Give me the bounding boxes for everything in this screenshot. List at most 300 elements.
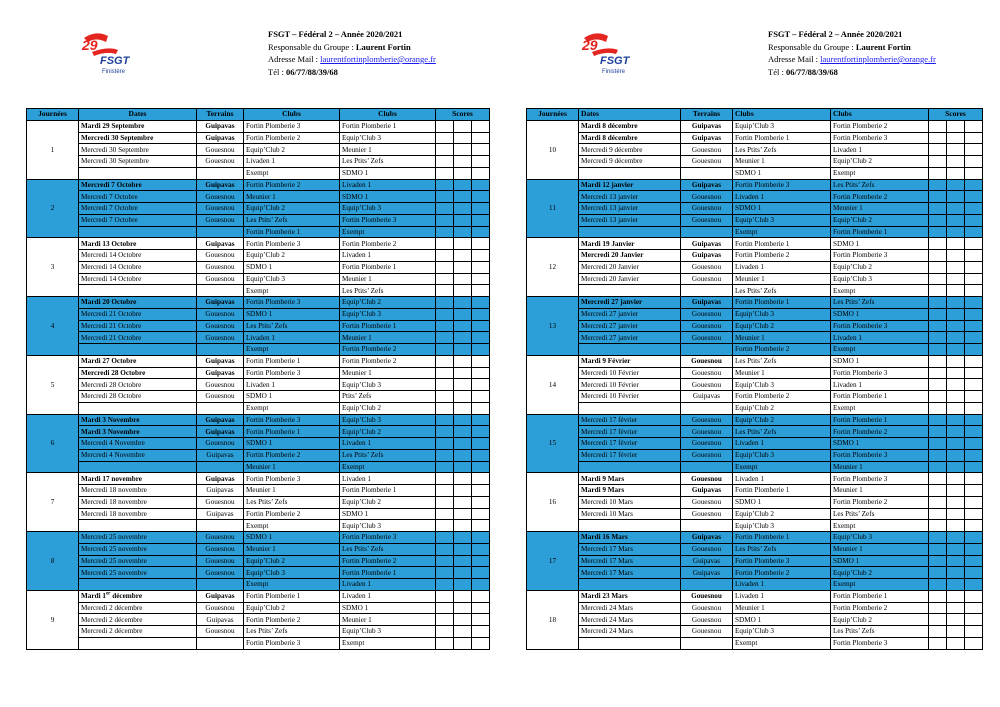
match-date: Mercredi 13 janvier [579, 203, 681, 215]
away-club: Equip’Club 3 [340, 379, 436, 391]
score-cell[interactable] [929, 520, 947, 532]
score-cell[interactable] [472, 355, 490, 367]
score-cell[interactable] [929, 156, 947, 168]
score-cell[interactable] [929, 308, 947, 320]
score-cell[interactable] [472, 308, 490, 320]
score-cell[interactable] [472, 285, 490, 297]
score-cell[interactable] [965, 567, 983, 579]
score-cell[interactable] [965, 590, 983, 602]
score-cell[interactable] [947, 508, 965, 520]
score-cell[interactable] [947, 297, 965, 309]
match-terrain: Gouesnou [681, 273, 733, 285]
score-cell[interactable] [947, 485, 965, 497]
score-cell[interactable] [965, 167, 983, 179]
score-cell[interactable] [454, 308, 472, 320]
score-cell[interactable] [929, 191, 947, 203]
score-cell[interactable] [436, 308, 454, 320]
score-cell[interactable] [454, 226, 472, 238]
score-cell[interactable] [436, 355, 454, 367]
score-cell[interactable] [454, 438, 472, 450]
score-cell[interactable] [472, 532, 490, 544]
score-cell[interactable] [947, 144, 965, 156]
score-cell[interactable] [929, 144, 947, 156]
score-cell[interactable] [947, 414, 965, 426]
score-cell[interactable] [436, 344, 454, 356]
score-cell[interactable] [436, 285, 454, 297]
score-cell[interactable] [454, 637, 472, 649]
score-cell[interactable] [472, 473, 490, 485]
score-cell[interactable] [454, 273, 472, 285]
score-cell[interactable] [965, 496, 983, 508]
mail-link[interactable]: laurentfortinplomberie@orange.fr [320, 54, 436, 64]
score-cell[interactable] [436, 156, 454, 168]
score-cell[interactable] [965, 214, 983, 226]
score-cell[interactable] [965, 602, 983, 614]
score-cell[interactable] [929, 637, 947, 649]
score-cell[interactable] [472, 167, 490, 179]
score-cell[interactable] [965, 449, 983, 461]
score-cell[interactable] [947, 426, 965, 438]
score-cell[interactable] [454, 590, 472, 602]
score-cell[interactable] [436, 532, 454, 544]
score-cell[interactable] [472, 238, 490, 250]
score-cell[interactable] [929, 579, 947, 591]
score-cell[interactable] [436, 579, 454, 591]
score-cell[interactable] [965, 579, 983, 591]
score-cell[interactable] [947, 238, 965, 250]
home-club: SDMO 1 [733, 203, 831, 215]
score-cell[interactable] [472, 496, 490, 508]
away-club: Fortin Plomberie 2 [831, 191, 929, 203]
score-cell[interactable] [436, 508, 454, 520]
mail-link[interactable]: laurentfortinplomberie@orange.fr [820, 54, 936, 64]
score-cell[interactable] [929, 238, 947, 250]
score-cell[interactable] [436, 367, 454, 379]
score-cell[interactable] [929, 250, 947, 262]
score-cell[interactable] [472, 579, 490, 591]
score-cell[interactable] [965, 285, 983, 297]
score-cell[interactable] [965, 120, 983, 132]
score-cell[interactable] [472, 332, 490, 344]
score-cell[interactable] [929, 532, 947, 544]
score-cell[interactable] [929, 285, 947, 297]
score-cell[interactable] [947, 449, 965, 461]
score-cell[interactable] [454, 532, 472, 544]
score-cell[interactable] [454, 167, 472, 179]
score-cell[interactable] [436, 567, 454, 579]
score-cell[interactable] [965, 614, 983, 626]
score-cell[interactable] [965, 532, 983, 544]
match-date [79, 402, 197, 414]
score-cell[interactable] [472, 626, 490, 638]
score-cell[interactable] [436, 203, 454, 215]
score-cell[interactable] [436, 602, 454, 614]
score-cell[interactable] [947, 567, 965, 579]
score-cell[interactable] [454, 297, 472, 309]
table-row [527, 120, 983, 132]
score-cell[interactable] [436, 332, 454, 344]
score-cell[interactable] [472, 402, 490, 414]
score-cell[interactable] [929, 567, 947, 579]
score-cell[interactable] [929, 273, 947, 285]
score-cell[interactable] [436, 438, 454, 450]
score-cell[interactable] [454, 261, 472, 273]
score-cell[interactable] [965, 485, 983, 497]
score-cell[interactable] [947, 626, 965, 638]
score-cell[interactable] [965, 637, 983, 649]
score-cell[interactable] [947, 332, 965, 344]
table-row [527, 297, 983, 309]
score-cell[interactable] [454, 344, 472, 356]
score-cell[interactable] [454, 144, 472, 156]
score-cell[interactable] [947, 543, 965, 555]
score-cell[interactable] [929, 320, 947, 332]
score-cell[interactable] [472, 191, 490, 203]
score-cell[interactable] [472, 414, 490, 426]
score-cell[interactable] [472, 614, 490, 626]
score-cell[interactable] [472, 273, 490, 285]
score-cell[interactable] [929, 426, 947, 438]
score-cell[interactable] [965, 367, 983, 379]
score-cell[interactable] [947, 355, 965, 367]
score-cell[interactable] [965, 132, 983, 144]
score-cell[interactable] [436, 414, 454, 426]
score-cell[interactable] [929, 332, 947, 344]
score-cell[interactable] [436, 543, 454, 555]
score-cell[interactable] [454, 132, 472, 144]
score-cell[interactable] [965, 191, 983, 203]
score-cell[interactable] [472, 261, 490, 273]
score-cell[interactable] [947, 532, 965, 544]
score-cell[interactable] [929, 402, 947, 414]
score-cell[interactable] [929, 614, 947, 626]
score-cell[interactable] [436, 132, 454, 144]
score-cell[interactable] [472, 590, 490, 602]
score-cell[interactable] [472, 320, 490, 332]
score-cell[interactable] [472, 520, 490, 532]
score-cell[interactable] [454, 332, 472, 344]
score-cell[interactable] [436, 590, 454, 602]
table-row [27, 179, 490, 191]
score-cell[interactable] [947, 496, 965, 508]
score-cell[interactable] [472, 485, 490, 497]
score-cell[interactable] [472, 156, 490, 168]
score-cell[interactable] [436, 485, 454, 497]
score-cell[interactable] [965, 203, 983, 215]
score-cell[interactable] [454, 426, 472, 438]
match-terrain [197, 344, 244, 356]
score-cell[interactable] [454, 496, 472, 508]
score-cell[interactable] [436, 273, 454, 285]
score-cell[interactable] [472, 449, 490, 461]
score-cell[interactable] [929, 344, 947, 356]
score-cell[interactable] [947, 473, 965, 485]
score-cell[interactable] [929, 602, 947, 614]
score-cell[interactable] [947, 226, 965, 238]
score-cell[interactable] [947, 308, 965, 320]
score-cell[interactable] [965, 144, 983, 156]
score-cell[interactable] [965, 402, 983, 414]
score-cell[interactable] [947, 320, 965, 332]
score-cell[interactable] [436, 555, 454, 567]
score-cell[interactable] [965, 179, 983, 191]
score-cell[interactable] [436, 614, 454, 626]
score-cell[interactable] [947, 120, 965, 132]
away-club: Fortin Plomberie 1 [340, 485, 436, 497]
score-cell[interactable] [929, 179, 947, 191]
score-cell[interactable] [436, 144, 454, 156]
score-cell[interactable] [454, 238, 472, 250]
score-cell[interactable] [472, 461, 490, 473]
score-cell[interactable] [436, 320, 454, 332]
score-cell[interactable] [929, 391, 947, 403]
score-cell[interactable] [947, 156, 965, 168]
score-cell[interactable] [947, 555, 965, 567]
score-cell[interactable] [472, 602, 490, 614]
score-cell[interactable] [436, 191, 454, 203]
score-cell[interactable] [472, 297, 490, 309]
score-cell[interactable] [472, 426, 490, 438]
score-cell[interactable] [454, 367, 472, 379]
away-club: Meunier 1 [340, 332, 436, 344]
score-cell[interactable] [947, 438, 965, 450]
tel-number: 06/77/88/39/68 [785, 66, 838, 77]
score-cell[interactable] [472, 379, 490, 391]
score-cell[interactable] [929, 261, 947, 273]
score-cell[interactable] [947, 590, 965, 602]
score-cell[interactable] [947, 273, 965, 285]
score-cell[interactable] [947, 602, 965, 614]
score-cell[interactable] [472, 508, 490, 520]
score-cell[interactable] [472, 637, 490, 649]
score-cell[interactable] [472, 144, 490, 156]
score-cell[interactable] [472, 543, 490, 555]
score-cell[interactable] [965, 391, 983, 403]
score-cell[interactable] [929, 626, 947, 638]
score-cell[interactable] [436, 379, 454, 391]
score-cell[interactable] [929, 473, 947, 485]
match-terrain: Gouesnou [197, 555, 244, 567]
score-cell[interactable] [929, 496, 947, 508]
score-cell[interactable] [436, 120, 454, 132]
score-cell[interactable] [436, 250, 454, 262]
score-cell[interactable] [436, 226, 454, 238]
score-cell[interactable] [929, 485, 947, 497]
score-cell[interactable] [454, 250, 472, 262]
score-cell[interactable] [436, 391, 454, 403]
score-cell[interactable] [472, 214, 490, 226]
score-cell[interactable] [436, 637, 454, 649]
journee-number: 18 [527, 590, 579, 649]
score-cell[interactable] [436, 626, 454, 638]
match-terrain [681, 344, 733, 356]
score-cell[interactable] [454, 120, 472, 132]
score-cell[interactable] [436, 179, 454, 191]
score-cell[interactable] [965, 520, 983, 532]
score-cell[interactable] [965, 508, 983, 520]
table-row [527, 426, 983, 438]
score-cell[interactable] [472, 132, 490, 144]
score-cell[interactable] [947, 614, 965, 626]
table-row [27, 555, 490, 567]
score-cell[interactable] [454, 449, 472, 461]
score-cell[interactable] [929, 461, 947, 473]
score-cell[interactable] [454, 179, 472, 191]
score-cell[interactable] [965, 355, 983, 367]
score-cell[interactable] [965, 273, 983, 285]
score-cell[interactable] [454, 579, 472, 591]
score-cell[interactable] [965, 438, 983, 450]
score-cell[interactable] [965, 344, 983, 356]
score-cell[interactable] [436, 449, 454, 461]
score-cell[interactable] [965, 238, 983, 250]
score-cell[interactable] [454, 285, 472, 297]
header-title: FSGT – Fédéral 2 – Année 2020/2021 [268, 29, 403, 39]
score-cell[interactable] [454, 214, 472, 226]
score-cell[interactable] [965, 426, 983, 438]
score-cell[interactable] [965, 297, 983, 309]
score-cell[interactable] [929, 167, 947, 179]
score-cell[interactable] [947, 191, 965, 203]
score-cell[interactable] [454, 156, 472, 168]
score-cell[interactable] [929, 438, 947, 450]
score-cell[interactable] [947, 285, 965, 297]
home-club: Meunier 1 [733, 367, 831, 379]
score-cell[interactable] [472, 120, 490, 132]
score-cell[interactable] [454, 355, 472, 367]
score-cell[interactable] [454, 508, 472, 520]
score-cell[interactable] [436, 461, 454, 473]
score-cell[interactable] [965, 261, 983, 273]
score-cell[interactable] [454, 320, 472, 332]
score-cell[interactable] [965, 250, 983, 262]
score-cell[interactable] [472, 203, 490, 215]
score-cell[interactable] [929, 555, 947, 567]
score-cell[interactable] [436, 261, 454, 273]
score-cell[interactable] [929, 379, 947, 391]
match-date: Mercredi 20 Janvier [579, 250, 681, 262]
score-cell[interactable] [965, 461, 983, 473]
score-cell[interactable] [472, 391, 490, 403]
score-cell[interactable] [929, 590, 947, 602]
score-cell[interactable] [947, 402, 965, 414]
score-cell[interactable] [947, 520, 965, 532]
score-cell[interactable] [454, 485, 472, 497]
score-cell[interactable] [472, 367, 490, 379]
score-cell[interactable] [965, 543, 983, 555]
score-cell[interactable] [472, 555, 490, 567]
score-cell[interactable] [436, 426, 454, 438]
score-cell[interactable] [929, 120, 947, 132]
score-cell[interactable] [965, 379, 983, 391]
score-cell[interactable] [454, 203, 472, 215]
score-cell[interactable] [454, 543, 472, 555]
score-cell[interactable] [929, 203, 947, 215]
score-cell[interactable] [947, 461, 965, 473]
score-cell[interactable] [929, 508, 947, 520]
score-cell[interactable] [472, 179, 490, 191]
score-cell[interactable] [929, 214, 947, 226]
score-cell[interactable] [454, 191, 472, 203]
score-cell[interactable] [947, 261, 965, 273]
score-cell[interactable] [472, 250, 490, 262]
score-cell[interactable] [947, 637, 965, 649]
score-cell[interactable] [929, 226, 947, 238]
score-cell[interactable] [965, 156, 983, 168]
score-cell[interactable] [436, 496, 454, 508]
score-cell[interactable] [454, 414, 472, 426]
score-cell[interactable] [947, 203, 965, 215]
score-cell[interactable] [947, 179, 965, 191]
score-cell[interactable] [454, 391, 472, 403]
score-cell[interactable] [454, 379, 472, 391]
score-cell[interactable] [472, 226, 490, 238]
score-cell[interactable] [454, 567, 472, 579]
match-terrain: Gouesnou [681, 626, 733, 638]
score-cell[interactable] [436, 297, 454, 309]
score-cell[interactable] [947, 379, 965, 391]
score-cell[interactable] [965, 332, 983, 344]
score-cell[interactable] [472, 567, 490, 579]
home-club: Fortin Plomberie 3 [244, 637, 340, 649]
score-cell[interactable] [929, 543, 947, 555]
score-cell[interactable] [454, 520, 472, 532]
score-cell[interactable] [947, 367, 965, 379]
score-cell[interactable] [454, 402, 472, 414]
score-cell[interactable] [947, 214, 965, 226]
score-cell[interactable] [947, 132, 965, 144]
score-cell[interactable] [965, 626, 983, 638]
score-cell[interactable] [965, 555, 983, 567]
score-cell[interactable] [929, 414, 947, 426]
score-cell[interactable] [947, 167, 965, 179]
score-cell[interactable] [436, 214, 454, 226]
score-cell[interactable] [965, 308, 983, 320]
score-cell[interactable] [929, 367, 947, 379]
score-cell[interactable] [436, 402, 454, 414]
score-cell[interactable] [965, 320, 983, 332]
score-cell[interactable] [929, 355, 947, 367]
score-cell[interactable] [965, 414, 983, 426]
match-date: Mercredi 27 janvier [579, 320, 681, 332]
score-cell[interactable] [454, 473, 472, 485]
score-cell[interactable] [454, 555, 472, 567]
score-cell[interactable] [947, 579, 965, 591]
score-cell[interactable] [472, 344, 490, 356]
score-cell[interactable] [436, 238, 454, 250]
score-cell[interactable] [436, 473, 454, 485]
score-cell[interactable] [947, 391, 965, 403]
score-cell[interactable] [436, 520, 454, 532]
score-cell[interactable] [947, 344, 965, 356]
score-cell[interactable] [436, 167, 454, 179]
score-cell[interactable] [947, 250, 965, 262]
score-cell[interactable] [454, 626, 472, 638]
score-cell[interactable] [929, 132, 947, 144]
away-club: Equip’Club 3 [340, 132, 436, 144]
score-cell[interactable] [472, 438, 490, 450]
score-cell[interactable] [454, 461, 472, 473]
score-cell[interactable] [929, 449, 947, 461]
score-cell[interactable] [929, 297, 947, 309]
score-cell[interactable] [454, 614, 472, 626]
journee-number: 3 [27, 238, 79, 297]
score-cell[interactable] [965, 226, 983, 238]
score-cell[interactable] [965, 473, 983, 485]
journee-number: 12 [527, 238, 579, 297]
score-cell[interactable] [454, 602, 472, 614]
home-club: Les Ptits’ Zefs [733, 543, 831, 555]
